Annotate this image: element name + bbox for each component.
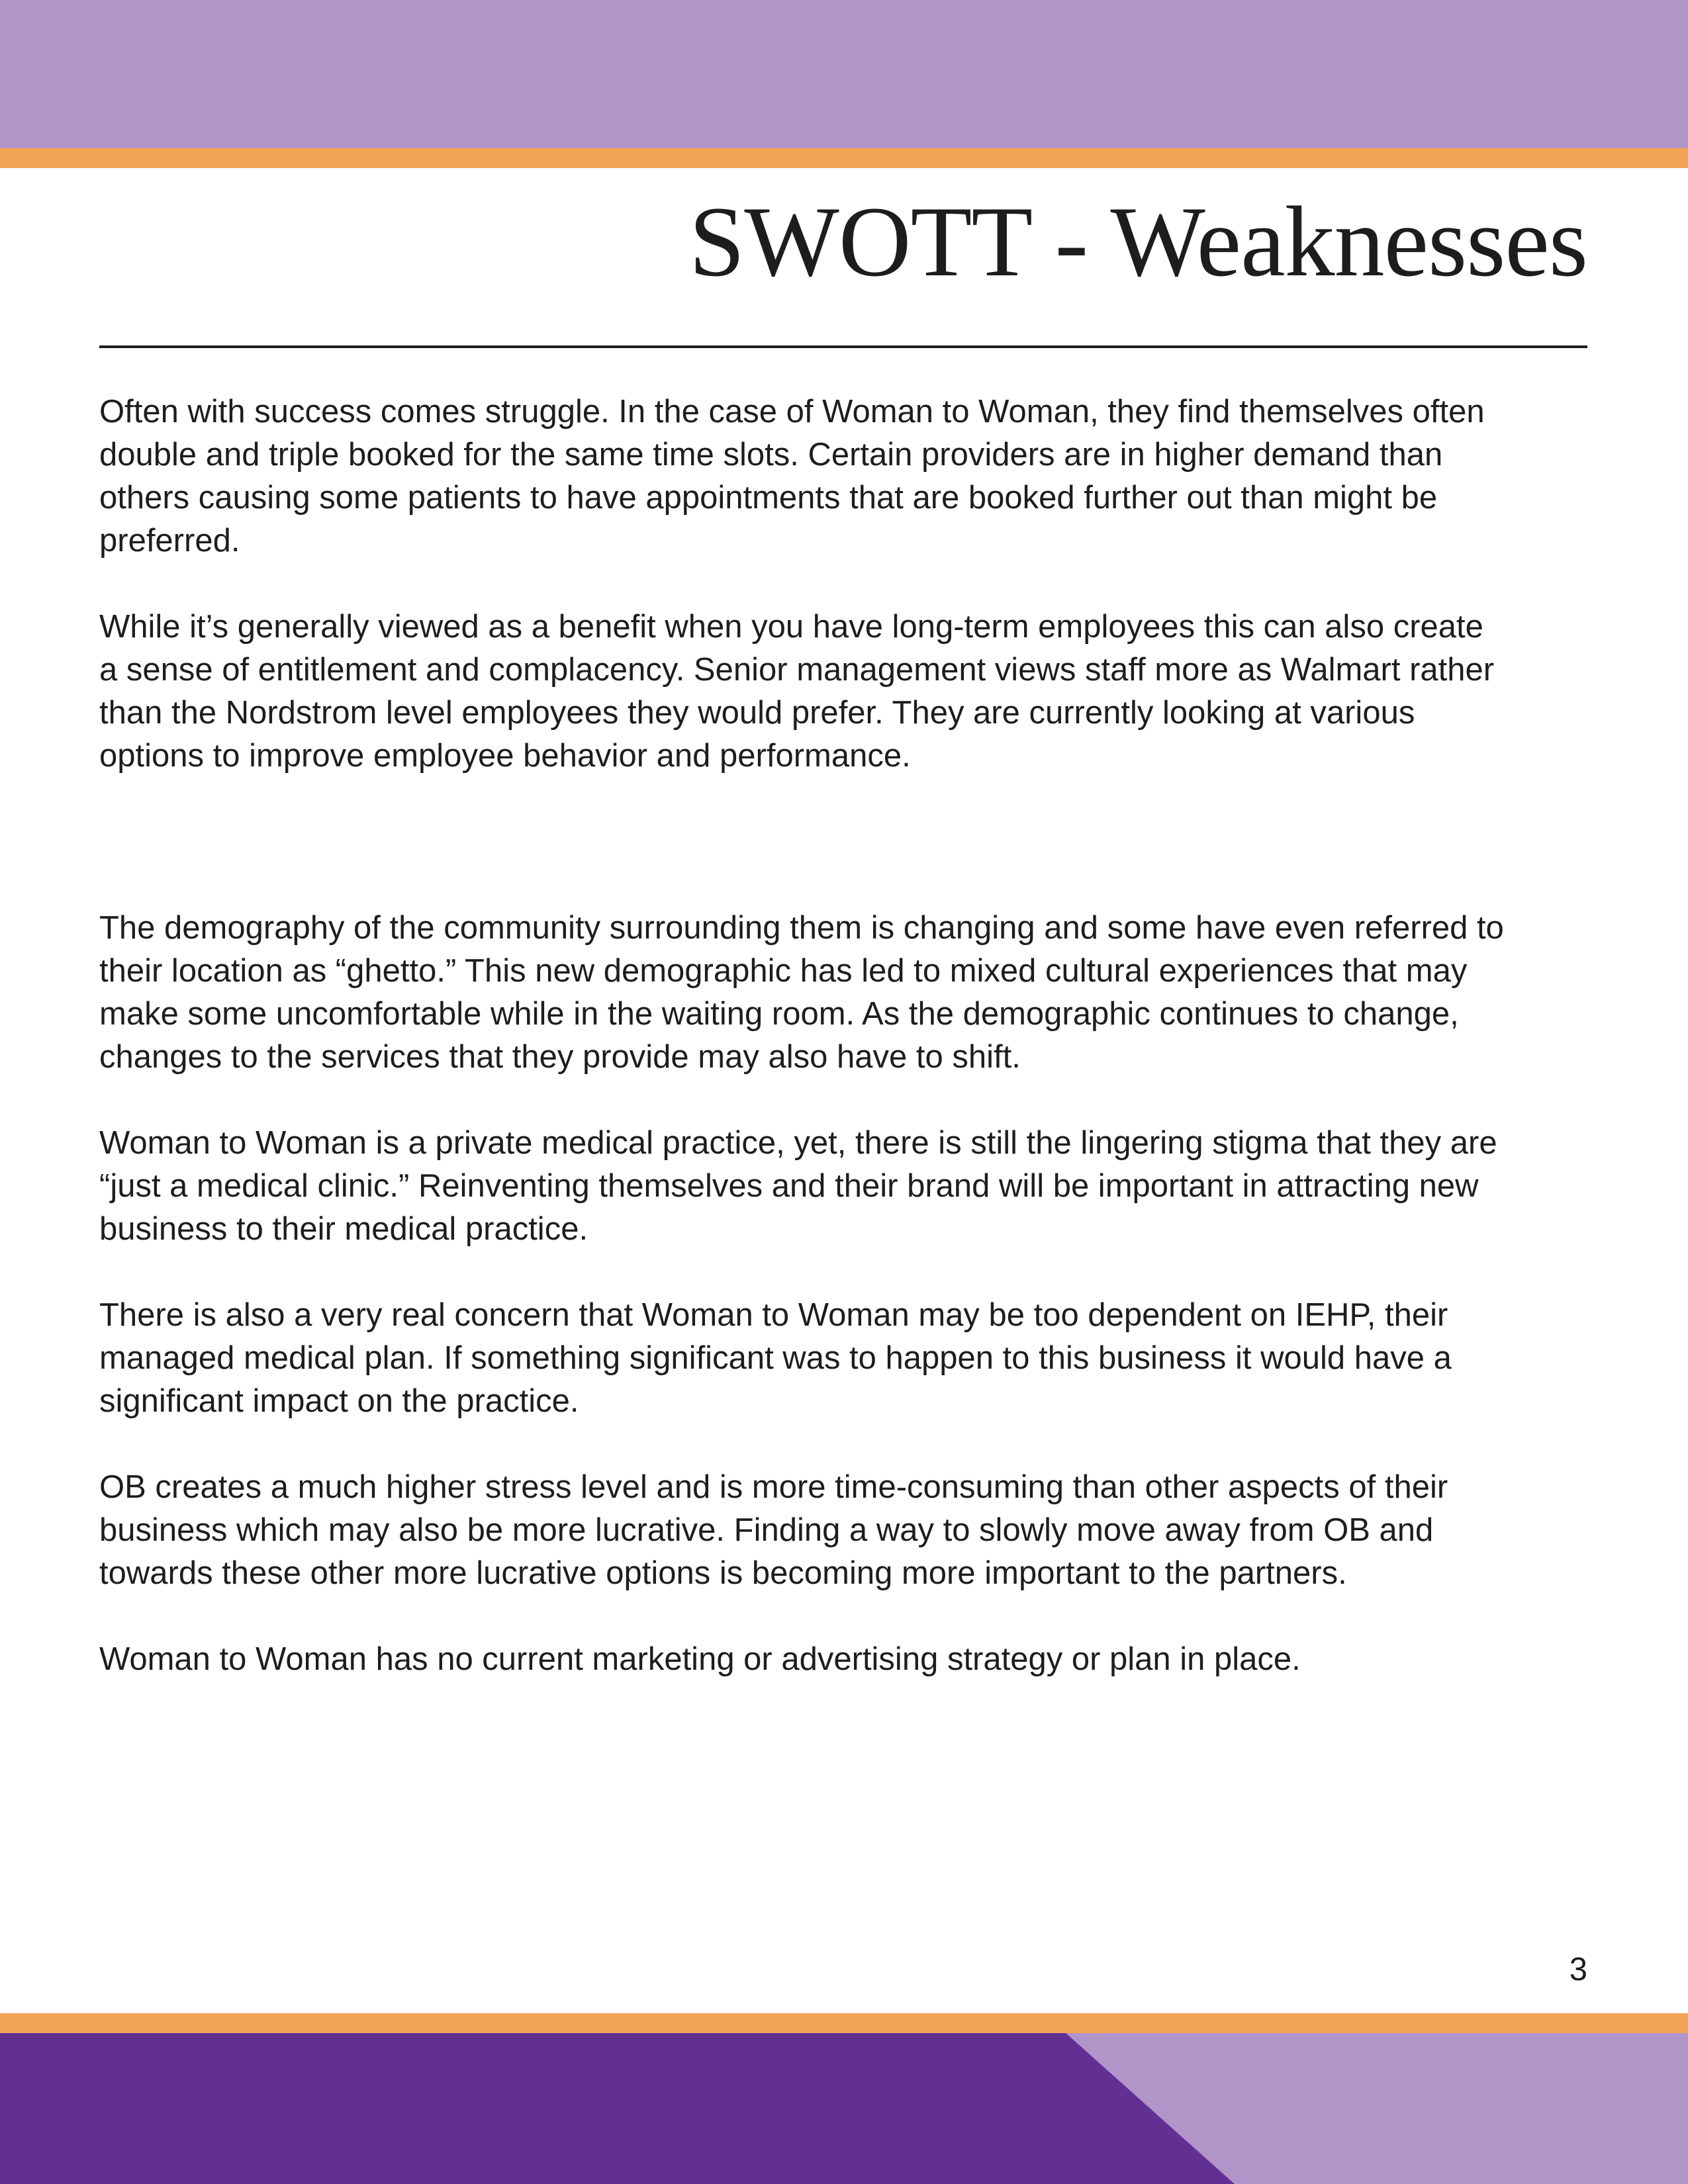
text-line: “just a medical clinic.” Reinventing themselves and their brand will be important in attracting new xyxy=(99,1168,1479,1204)
text-line: business which may also be more lucrative. Finding a way to slowly move away from OB and xyxy=(99,1512,1434,1548)
text-line: significant impact on the practice. xyxy=(99,1383,579,1419)
paragraph-employees xyxy=(99,606,1589,778)
paragraph-iehp-dependence xyxy=(99,1294,1589,1423)
text-line: The demography of the community surrounding them is changing and some have even referred to xyxy=(99,910,1504,946)
text-line: Woman to Woman is a private medical practice, yet, there is still the lingering stigma that they are xyxy=(99,1125,1497,1161)
header-band xyxy=(0,0,1688,148)
text-line: preferred. xyxy=(99,523,240,559)
text-line: business to their medical practice. xyxy=(99,1211,588,1247)
header-accent-stripe xyxy=(0,148,1688,168)
paragraph-demography xyxy=(99,907,1589,1079)
text-line: their location as “ghetto.” This new demographic has led to mixed cultural experiences that may xyxy=(99,953,1468,989)
footer-accent-stripe xyxy=(0,2013,1688,2033)
page-title: SWOTT - Weaknesses xyxy=(688,186,1587,297)
title-divider xyxy=(99,345,1587,348)
footer-wedge xyxy=(0,2033,1688,2184)
text-line: a sense of entitlement and complacency. Senior management views staff more as Walmart rather xyxy=(99,652,1495,688)
text-line: changes to the services that they provide may also have to shift. xyxy=(99,1039,1021,1075)
paragraph-success-struggle xyxy=(99,390,1589,563)
page-number: 3 xyxy=(1569,1952,1587,1987)
text-line: managed medical plan. If something significant was to happen to this business it would have a xyxy=(99,1340,1452,1376)
text-line: While it’s generally viewed as a benefit when you have long-term employees this can also create xyxy=(99,609,1483,645)
text-line: make some uncomfortable while in the waiting room. As the demographic continues to change, xyxy=(99,996,1459,1032)
text-line: There is also a very real concern that Woman to Woman may be too dependent on IEHP, their xyxy=(99,1297,1448,1333)
paragraph-stigma xyxy=(99,1122,1589,1251)
paragraph-marketing xyxy=(99,1638,1589,1681)
text-line: double and triple booked for the same time slots. Certain providers are in higher demand than xyxy=(99,437,1443,473)
paragraph-ob-stress xyxy=(99,1466,1589,1595)
text-line: Woman to Woman has no current marketing or advertising strategy or plan in place. xyxy=(99,1641,1301,1677)
text-line: options to improve employee behavior and performance. xyxy=(99,738,911,774)
text-line: OB creates a much higher stress level and is more time-consuming than other aspects of their xyxy=(99,1469,1448,1505)
footer-wedge-shape xyxy=(1066,2033,1688,2184)
text-line: towards these other more lucrative options is becoming more important to the partners. xyxy=(99,1555,1347,1591)
text-line: than the Nordstrom level employees they would prefer. They are currently looking at various xyxy=(99,695,1415,731)
text-line: others causing some patients to have appointments that are booked further out than might be xyxy=(99,480,1438,516)
body-text xyxy=(99,390,1589,1681)
text-line: Often with success comes struggle. In the case of Woman to Woman, they find themselves often xyxy=(99,394,1485,430)
